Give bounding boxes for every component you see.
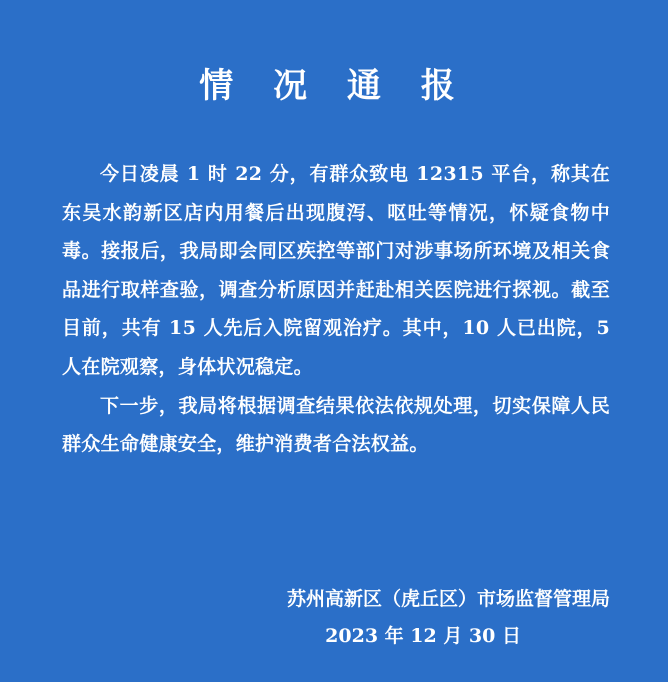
notice-title: 情 况 通 报 [199,66,469,106]
notice-body [62,155,610,464]
notice-paragraph-1: 今日凌晨 1 时 22 分，有群众致电 12315 平台，称其在东吴水韵新区店内用餐后出现腹泻、呕吐等情况，怀疑食物中毒。接报后，我局即会同区疾控等部门对涉事场所环境及相关食品进行取样查验，调查分析原因并赶赴相关医院进行探视。截至目前，共有 15 人先后入院留观治疗。其中，10 人已出院，5 人在院观察，身体状况稳定。 [62,163,610,378]
issuer-name: 苏州高新区（虎丘区）市场监督管理局 [286,588,610,610]
issue-date: 2023 年 12 月 30 日 [325,625,521,647]
notice-paragraph-2: 下一步，我局将根据调查结果依法依规处理，切实保障人民群众生命健康安全，维护消费者合法权益。 [62,394,610,456]
